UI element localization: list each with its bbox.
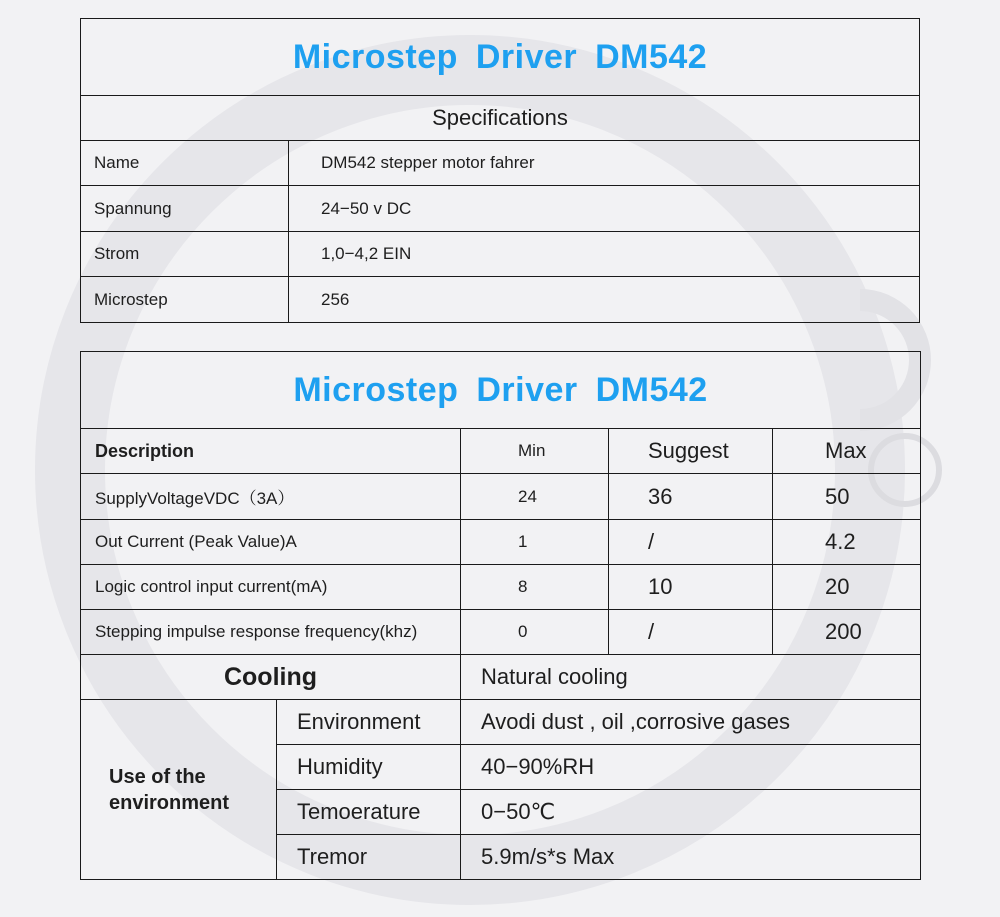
cooling-label: Cooling: [81, 655, 461, 700]
spec-row: [81, 141, 920, 186]
table-row: [81, 610, 921, 655]
environment-item-name: Humidity: [277, 745, 461, 790]
param-min: 0: [461, 610, 609, 655]
param-suggest: 10: [609, 565, 773, 610]
table-row: [81, 520, 921, 565]
spec-value: 1,0−4,2 EIN: [289, 232, 920, 277]
param-description: SupplyVoltageVDC（3A）: [81, 474, 461, 520]
table-row: [81, 565, 921, 610]
header-suggest: Suggest: [609, 429, 773, 474]
header-max: Max: [773, 429, 921, 474]
specifications-table: [80, 18, 920, 322]
environment-item-value: Avodi dust , oil ,corrosive gases: [461, 700, 921, 745]
spec-value: 24−50 v DC: [289, 186, 920, 232]
param-max: 20: [773, 565, 921, 610]
param-suggest: 36: [609, 474, 773, 520]
header-min: Min: [461, 429, 609, 474]
param-suggest: /: [609, 610, 773, 655]
cooling-row: [81, 655, 921, 700]
spec-label: Spannung: [81, 186, 289, 232]
param-min: 8: [461, 565, 609, 610]
environment-row: [81, 700, 921, 745]
param-suggest: /: [609, 520, 773, 565]
spec-label: Name: [81, 141, 289, 186]
param-min: 1: [461, 520, 609, 565]
param-header-row: [81, 429, 921, 474]
param-description: Out Current (Peak Value)A: [81, 520, 461, 565]
spec-title: Microstep Driver DM542: [81, 19, 920, 96]
cooling-value: Natural cooling: [461, 655, 921, 700]
param-description: Logic control input current(mA): [81, 565, 461, 610]
spec-label: Microstep: [81, 277, 289, 323]
spec-label: Strom: [81, 232, 289, 277]
environment-label-line1: Use of the: [109, 765, 206, 788]
spec-value: DM542 stepper motor fahrer: [289, 141, 920, 186]
environment-label: [81, 700, 277, 880]
spec-row: [81, 277, 920, 323]
environment-item-name: Environment: [277, 700, 461, 745]
param-max: 4.2: [773, 520, 921, 565]
spec-subtitle: Specifications: [81, 96, 920, 141]
spec-value: 256: [289, 277, 920, 323]
header-description: Description: [81, 429, 461, 474]
environment-label-line2: environment: [109, 791, 230, 814]
environment-item-name: Temoerature: [277, 790, 461, 835]
environment-item-value: 5.9m/s*s Max: [461, 835, 921, 880]
param-title: Microstep Driver DM542: [81, 352, 921, 429]
spec-row: [81, 232, 920, 277]
param-max: 200: [773, 610, 921, 655]
environment-item-name: Tremor: [277, 835, 461, 880]
table-row: [81, 474, 921, 520]
param-description: Stepping impulse response frequency(khz): [81, 610, 461, 655]
param-max: 50: [773, 474, 921, 520]
environment-item-value: 0−50℃: [461, 790, 921, 835]
environment-item-value: 40−90%RH: [461, 745, 921, 790]
parameters-table: [80, 351, 920, 879]
spec-row: [81, 186, 920, 232]
param-min: 24: [461, 474, 609, 520]
